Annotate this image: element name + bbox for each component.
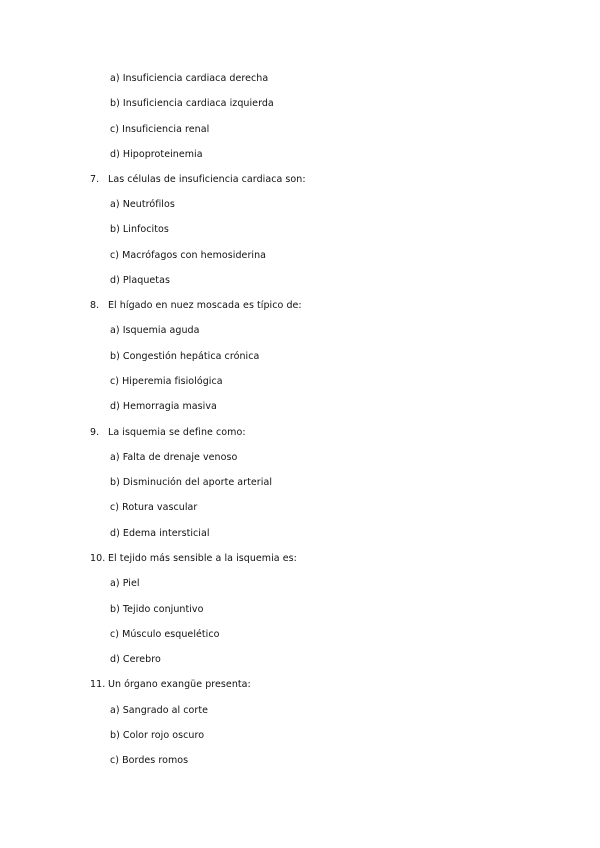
q6-option-a: a) Insuficiencia cardiaca derecha bbox=[110, 73, 269, 84]
q11-number: 11. bbox=[90, 679, 106, 690]
q10-text: El tejido más sensible a la isquemia es: bbox=[108, 553, 297, 564]
q7-option-a: a) Neutrófilos bbox=[110, 199, 175, 210]
q9-option-d: d) Edema intersticial bbox=[110, 528, 210, 539]
q11-option-c: c) Bordes romos bbox=[110, 755, 189, 766]
q11-option-b: b) Color rojo oscuro bbox=[110, 730, 205, 741]
q8-option-c: c) Hiperemia fisiológica bbox=[110, 376, 223, 387]
q10-option-d: d) Cerebro bbox=[110, 654, 161, 665]
q10-number: 10. bbox=[90, 553, 106, 564]
q8-option-b: b) Congestión hepática crónica bbox=[110, 351, 260, 362]
q10-option-c: c) Músculo esquelético bbox=[110, 629, 220, 640]
q7-option-c: c) Macrófagos con hemosiderina bbox=[110, 250, 267, 261]
q9-option-c: c) Rotura vascular bbox=[110, 502, 198, 513]
q8-number: 8. bbox=[90, 300, 100, 311]
q10-option-a: a) Piel bbox=[110, 578, 140, 589]
q7-option-b: b) Linfocitos bbox=[110, 224, 169, 235]
q7-text: Las células de insuficiencia cardiaca son: bbox=[108, 174, 306, 185]
q9-option-b: b) Disminución del aporte arterial bbox=[110, 477, 273, 488]
q11-option-a: a) Sangrado al corte bbox=[110, 705, 209, 716]
q6-option-b: b) Insuficiencia cardiaca izquierda bbox=[110, 98, 274, 109]
q6-option-c: c) Insuficiencia renal bbox=[110, 124, 210, 135]
q6-option-d: d) Hipoproteinemia bbox=[110, 149, 203, 160]
q8-text: El hígado en nuez moscada es típico de: bbox=[108, 300, 302, 311]
q9-text: La isquemia se define como: bbox=[108, 427, 246, 438]
q9-option-a: a) Falta de drenaje venoso bbox=[110, 452, 238, 463]
q10-option-b: b) Tejido conjuntivo bbox=[110, 604, 204, 615]
q9-number: 9. bbox=[90, 427, 100, 438]
q7-number: 7. bbox=[90, 174, 100, 185]
q8-option-a: a) Isquemia aguda bbox=[110, 325, 200, 336]
q8-option-d: d) Hemorragia masiva bbox=[110, 401, 217, 412]
q11-text: Un órgano exangüe presenta: bbox=[108, 679, 251, 690]
q7-option-d: d) Plaquetas bbox=[110, 275, 170, 286]
